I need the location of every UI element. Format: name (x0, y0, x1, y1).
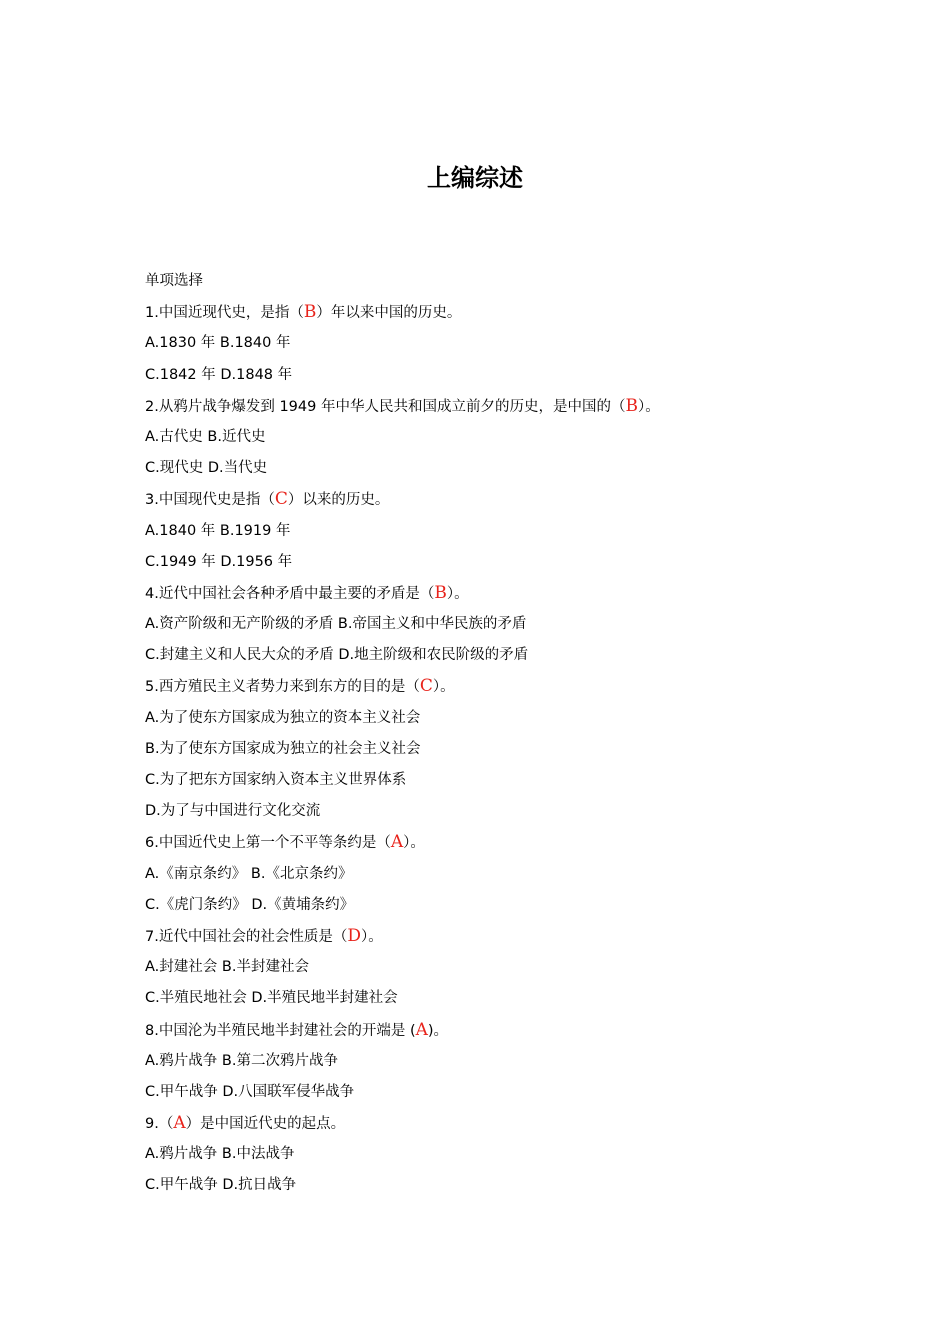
answer-letter: B (434, 582, 447, 603)
question-stem-after: ）是中国近代史的起点。 (185, 1116, 346, 1133)
answer-letter: B (303, 302, 317, 323)
question-stem (145, 921, 845, 952)
option-line: A.1840 年 B.1919 年 (145, 522, 291, 539)
question-stem (145, 827, 845, 858)
question-stem-before: 1.中国近现代史，是指（ (145, 305, 304, 322)
question-stem (145, 297, 845, 328)
question-stem-before: 3.中国现代史是指（ (145, 492, 275, 509)
question-stem-after: ）。 (360, 928, 383, 945)
document-body (145, 266, 845, 1202)
question-stem-after: )。 (427, 1022, 449, 1039)
question-stem-after: ）。 (403, 835, 425, 852)
option-line: C.1949 年 D.1956 年 (145, 553, 293, 570)
question-stem-after: ）以来的历史。 (287, 492, 390, 509)
answer-letter: A (415, 1019, 428, 1040)
answer-letter: B (625, 395, 638, 416)
option-line: C.甲午战争 D.八国联军侵华战争 (145, 1083, 355, 1100)
option-line: A.资产阶级和无产阶级的矛盾 B.帝国主义和中华民族的矛盾 (145, 616, 527, 633)
option-line: C.为了把东方国家纳入资本主义世界体系 (145, 772, 407, 788)
question-stem-before: 8.中国沦为半殖民地半封建社会的开端是 ( (145, 1022, 416, 1039)
question-stem-after: ）。 (637, 398, 660, 415)
question-stem-after: ）。 (432, 679, 455, 696)
question-stem-before: 2.从鸦片战争爆发到 1949 年中华人民共和国成立前夕的历史，是中国的（ (145, 398, 626, 415)
option-line: D.为了与中国进行文化交流 (145, 803, 321, 820)
option-line: A.鸦片战争 B.第二次鸦片战争 (145, 1052, 338, 1069)
option-line: C.甲午战争 D.抗日战争 (145, 1177, 297, 1194)
question-stem (145, 1108, 845, 1139)
question-stem (145, 1015, 845, 1046)
option-line: C.半殖民地社会 D.半殖民地半封建社会 (145, 990, 398, 1007)
option-line: B.为了使东方国家成为独立的社会主义社会 (145, 740, 421, 757)
option-line: A.1830 年 B.1840 年 (145, 335, 291, 352)
option-line: C.《虎门条约》 D.《黄埔条约》 (145, 896, 355, 913)
option-line: C.封建主义和人民大众的矛盾 D.地主阶级和农民阶级的矛盾 (145, 647, 529, 664)
question-stem-before: 9.（ (145, 1116, 174, 1133)
question-stem (145, 671, 845, 702)
question-stem-after: ）。 (446, 585, 469, 602)
option-line: A.封建社会 B.半封建社会 (145, 959, 309, 976)
option-line: C.1842 年 D.1848 年 (145, 366, 293, 383)
answer-letter: A (390, 832, 404, 853)
answer-letter: D (347, 925, 361, 946)
question-stem (145, 391, 845, 422)
section-heading: 单项选择 (145, 273, 203, 289)
question-stem-before: 6.中国近代史上第一个不平等条约是（ (145, 835, 391, 852)
option-line: A.《南京条约》 B.《北京条约》 (145, 865, 353, 882)
document-title: 上编综述 (427, 164, 523, 192)
answer-letter: A (173, 1113, 186, 1134)
option-line: A.鸦片战争 B.中法战争 (145, 1146, 295, 1163)
answer-letter: C (419, 676, 433, 697)
answer-letter: C (274, 489, 288, 510)
question-stem-before: 4.近代中国社会各种矛盾中最主要的矛盾是（ (145, 585, 435, 602)
question-stem (145, 484, 845, 515)
question-stem-after: ）年以来中国的历史。 (316, 305, 462, 322)
question-stem-before: 5.西方殖民主义者势力来到东方的目的是（ (145, 679, 420, 696)
option-line: C.现代史 D.当代史 (145, 460, 268, 477)
question-stem-before: 7.近代中国社会的社会性质是（ (145, 928, 348, 945)
question-stem (145, 578, 845, 609)
option-line: A.古代史 B.近代史 (145, 428, 266, 445)
option-line: A.为了使东方国家成为独立的资本主义社会 (145, 709, 421, 726)
